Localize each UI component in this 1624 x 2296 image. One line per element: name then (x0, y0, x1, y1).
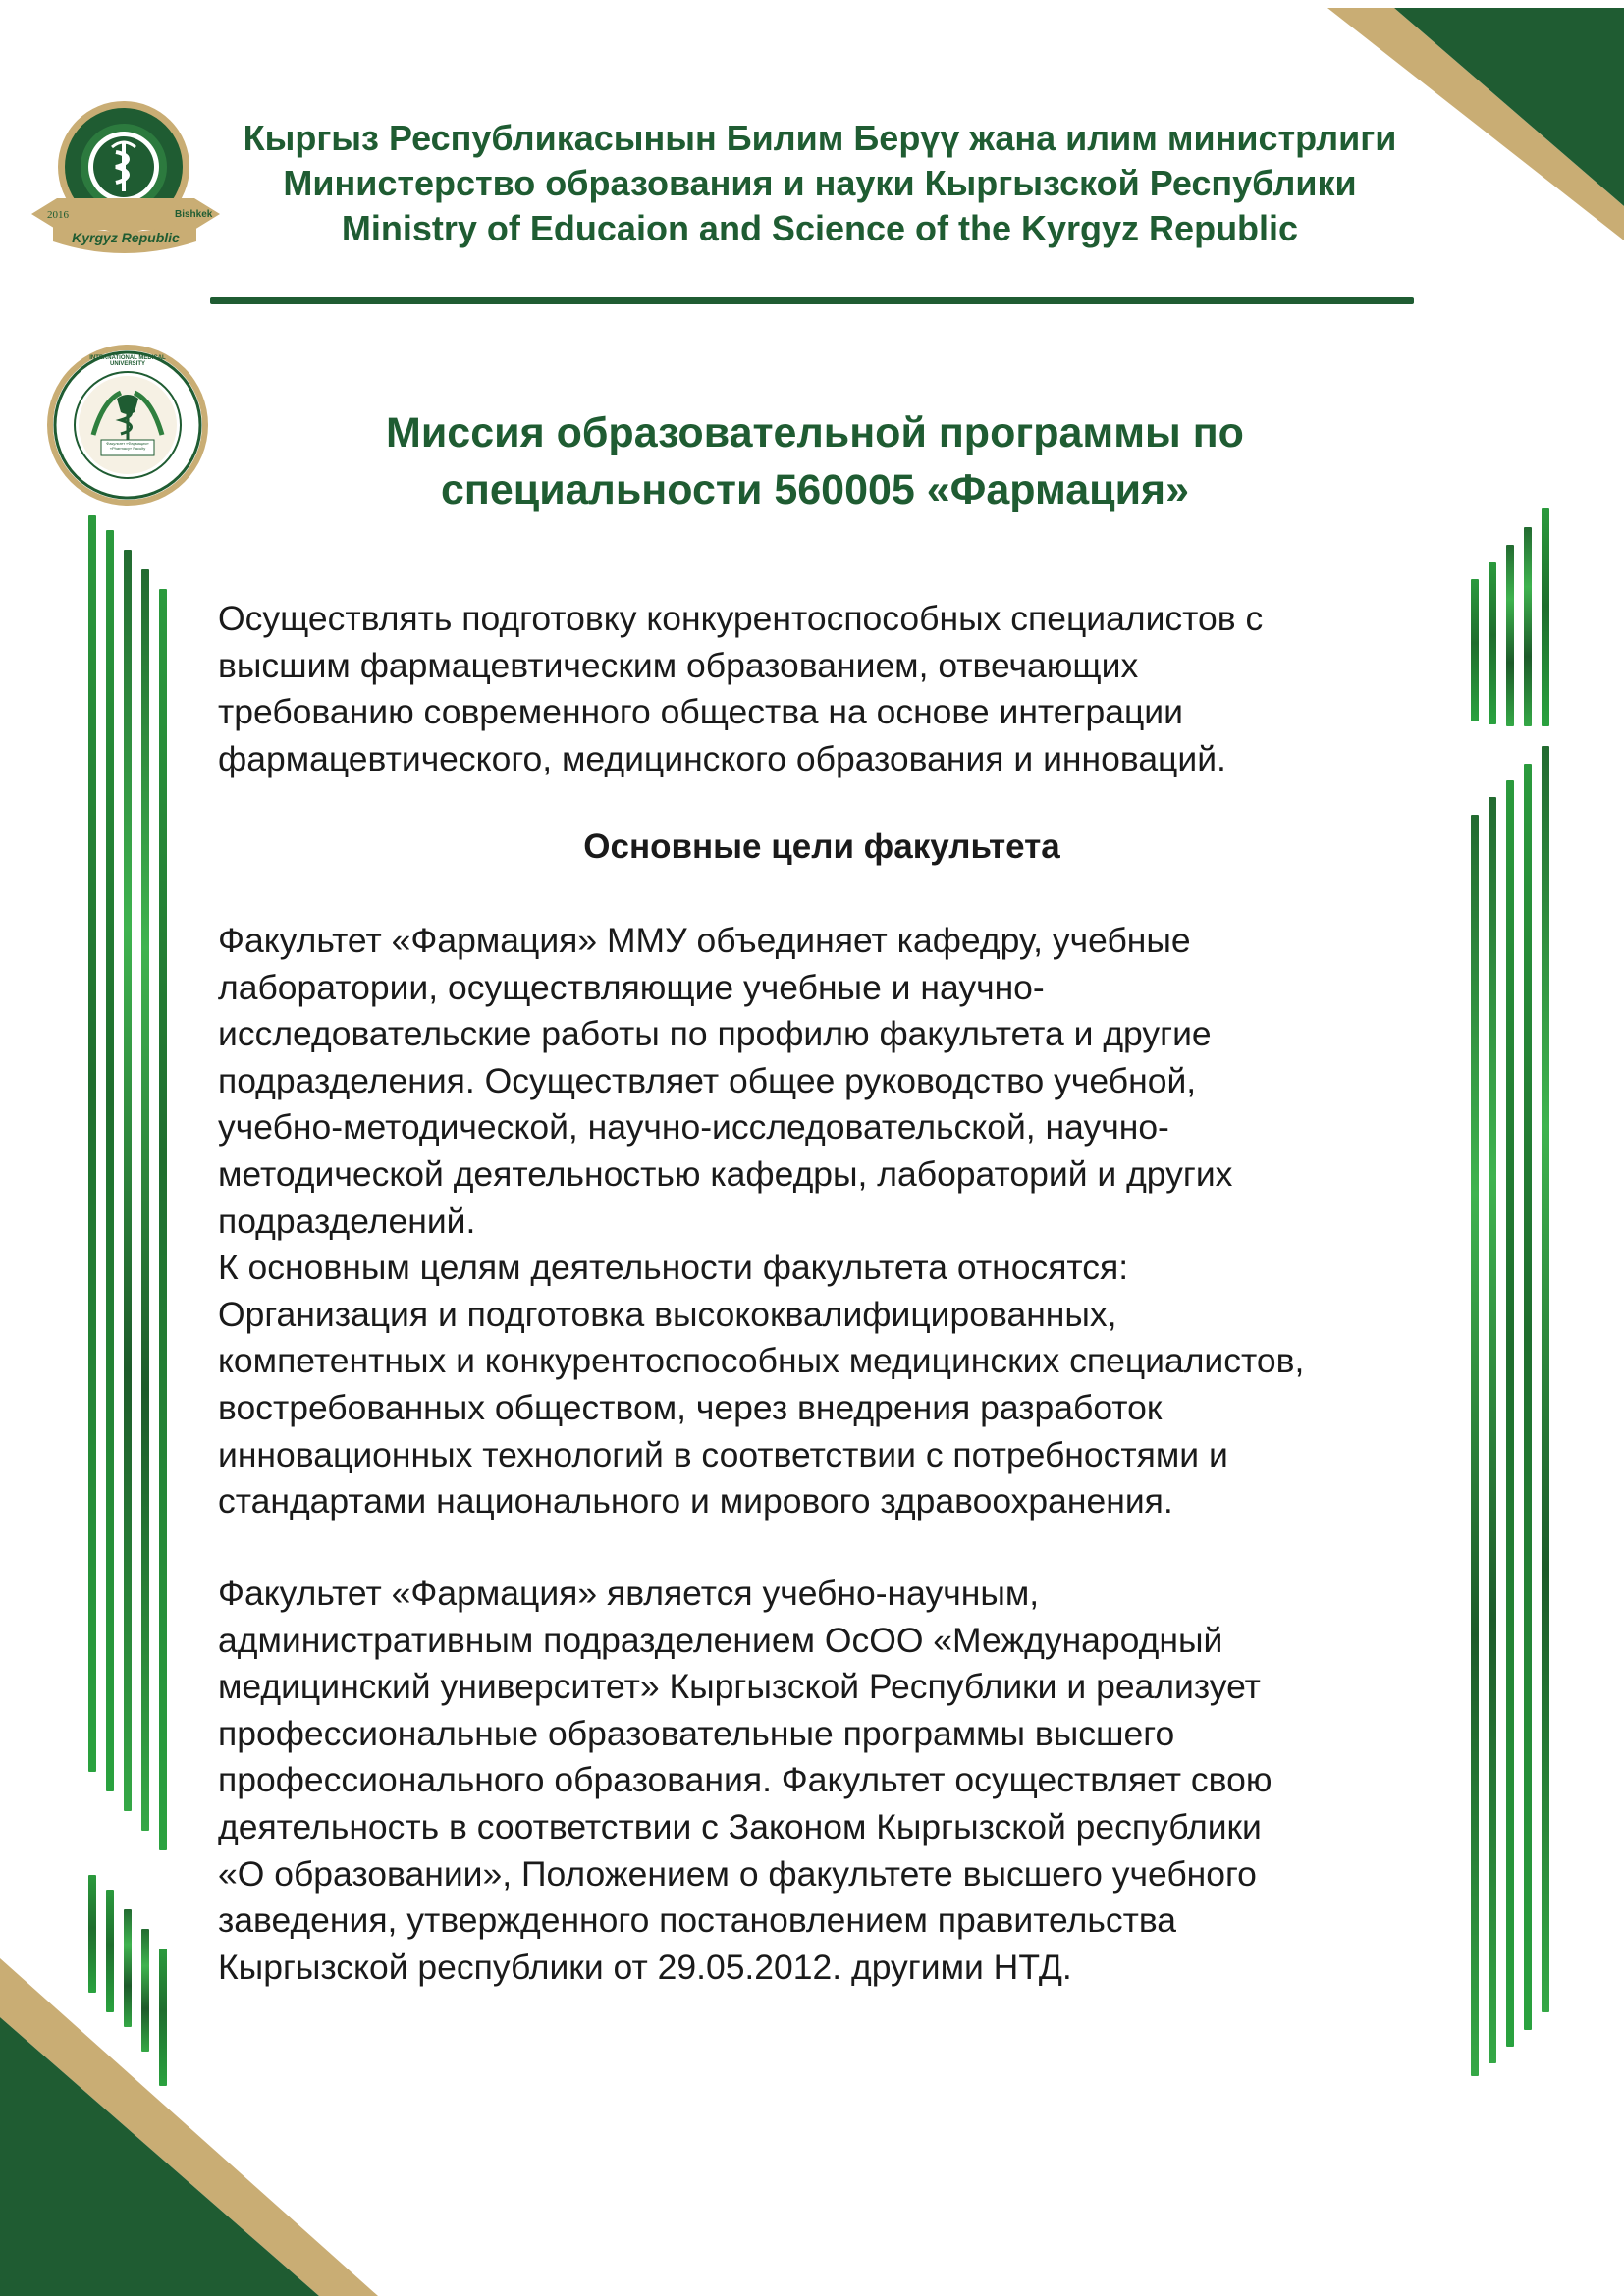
decor-stripe (1506, 545, 1514, 726)
text-line: заведения, утвержденного постановлением правительства (218, 1900, 1177, 1941)
text-line: стандартами национального и мирового здравоохранения. (218, 1481, 1173, 1522)
decor-stripe (141, 569, 149, 1831)
faculty-logo (44, 342, 211, 508)
decor-stripe (106, 530, 114, 1791)
header-line-english: Ministry of Educaion and Science of the Kyrgyz Republic (341, 208, 1299, 248)
corner-decoration-bottom-left (0, 1949, 393, 2296)
header-divider (210, 297, 1414, 304)
text-line: инновационных технологий в соответствии с потребностями и (218, 1434, 1228, 1474)
text-line: К основным целям деятельности факультета относятся: (218, 1248, 1129, 1288)
logo-year: 2016 (47, 209, 69, 221)
text-line: подразделений. (218, 1201, 476, 1241)
text-line: Организация и подготовка высококвалифицированных, (218, 1294, 1117, 1334)
text-line: методической деятельностью кафедры, лабораторий и других (218, 1153, 1233, 1194)
decor-stripe (1506, 780, 1514, 2047)
mission-paragraph (218, 596, 1426, 782)
text-line: Факультет «Фармация» является учебно-научным, (218, 1574, 1040, 1613)
decor-stripe (1489, 562, 1496, 724)
text-line: Факультет «Фармация» ММУ объединяет кафедру, учебные (218, 921, 1191, 960)
page-title-line-1: Миссия образовательной программы по (386, 409, 1244, 456)
faculty-status-paragraph (218, 1571, 1426, 1991)
faculty-logo-arc-text: INTERNATIONAL MEDICAL UNIVERSITY (89, 355, 166, 367)
decor-stripe (1471, 579, 1479, 721)
goals-paragraph (218, 918, 1426, 1525)
text-line: подразделения. Осуществляет общее руководство учебной, (218, 1060, 1197, 1100)
university-logo (27, 98, 224, 265)
text-line: лаборатории, осуществляющие учебные и научно- (218, 967, 1045, 1007)
text-line: востребованных обществом, через внедрения разработок (218, 1387, 1163, 1427)
text-line: высшим фармацевтическим образованием, отвечающих (218, 645, 1139, 685)
decor-stripe (1471, 815, 1479, 2076)
text-line: профессионального образования. Факультет осуществляет свою (218, 1760, 1272, 1800)
text-line: исследовательские работы по профилю факультета и другие (218, 1014, 1212, 1054)
decor-stripe (1524, 764, 1532, 2030)
decor-stripe (106, 1890, 114, 2012)
text-line: Осуществлять подготовку конкурентоспособных специалистов с (218, 599, 1264, 638)
decor-stripe (1542, 508, 1549, 726)
text-line: компетентных и конкурентоспособных медицинских специалистов, (218, 1341, 1305, 1381)
decor-stripe (1542, 746, 1549, 2012)
faculty-logo-center-text: Факультет «Фармация» «Pharmacy» Faculty (106, 441, 149, 451)
logo-city: Bishkek (175, 209, 213, 220)
header-line-kyrgyz: Кыргыз Республикасынын Билим Берүү жана илим министрлиги (243, 118, 1397, 158)
decor-stripe (1524, 527, 1532, 726)
decor-stripe (124, 1909, 132, 2027)
decor-stripe (88, 515, 96, 1772)
logo-country: Kyrgyz Republic (72, 230, 180, 245)
text-line: фармацевтического, медицинского образования и инноваций. (218, 738, 1226, 778)
text-line: медицинский университет» Кыргызской Республики и реализует (218, 1667, 1261, 1707)
goals-heading: Основные цели факультета (583, 828, 1060, 866)
decor-stripe (88, 1875, 96, 1993)
text-line: деятельность в соответствии с Законом Кыргызской республики (218, 1806, 1262, 1846)
page-title-line-2: специальности 560005 «Фармация» (440, 466, 1190, 513)
text-line: административным подразделением ОсОО «Международный (218, 1620, 1223, 1660)
ministry-header (196, 116, 1443, 251)
decor-stripe (124, 550, 132, 1811)
text-line: учебно-методической, научно-исследовательской, научно- (218, 1107, 1169, 1148)
text-line: Кыргызской республики от 29.05.2012. другими НТД. (218, 1947, 1072, 1987)
decor-stripe (159, 589, 167, 1850)
decor-stripe (1489, 797, 1496, 2063)
header-line-russian: Министерство образования и науки Кыргызской Республики (283, 163, 1357, 203)
decor-stripe (141, 1929, 149, 2052)
text-line: «О образовании», Положением о факультете высшего учебного (218, 1853, 1257, 1894)
text-line: профессиональные образовательные программы высшего (218, 1713, 1175, 1753)
decor-stripe (159, 1949, 167, 2086)
page-title (275, 404, 1355, 518)
text-line: требованию современного общества на основе интеграции (218, 692, 1183, 732)
